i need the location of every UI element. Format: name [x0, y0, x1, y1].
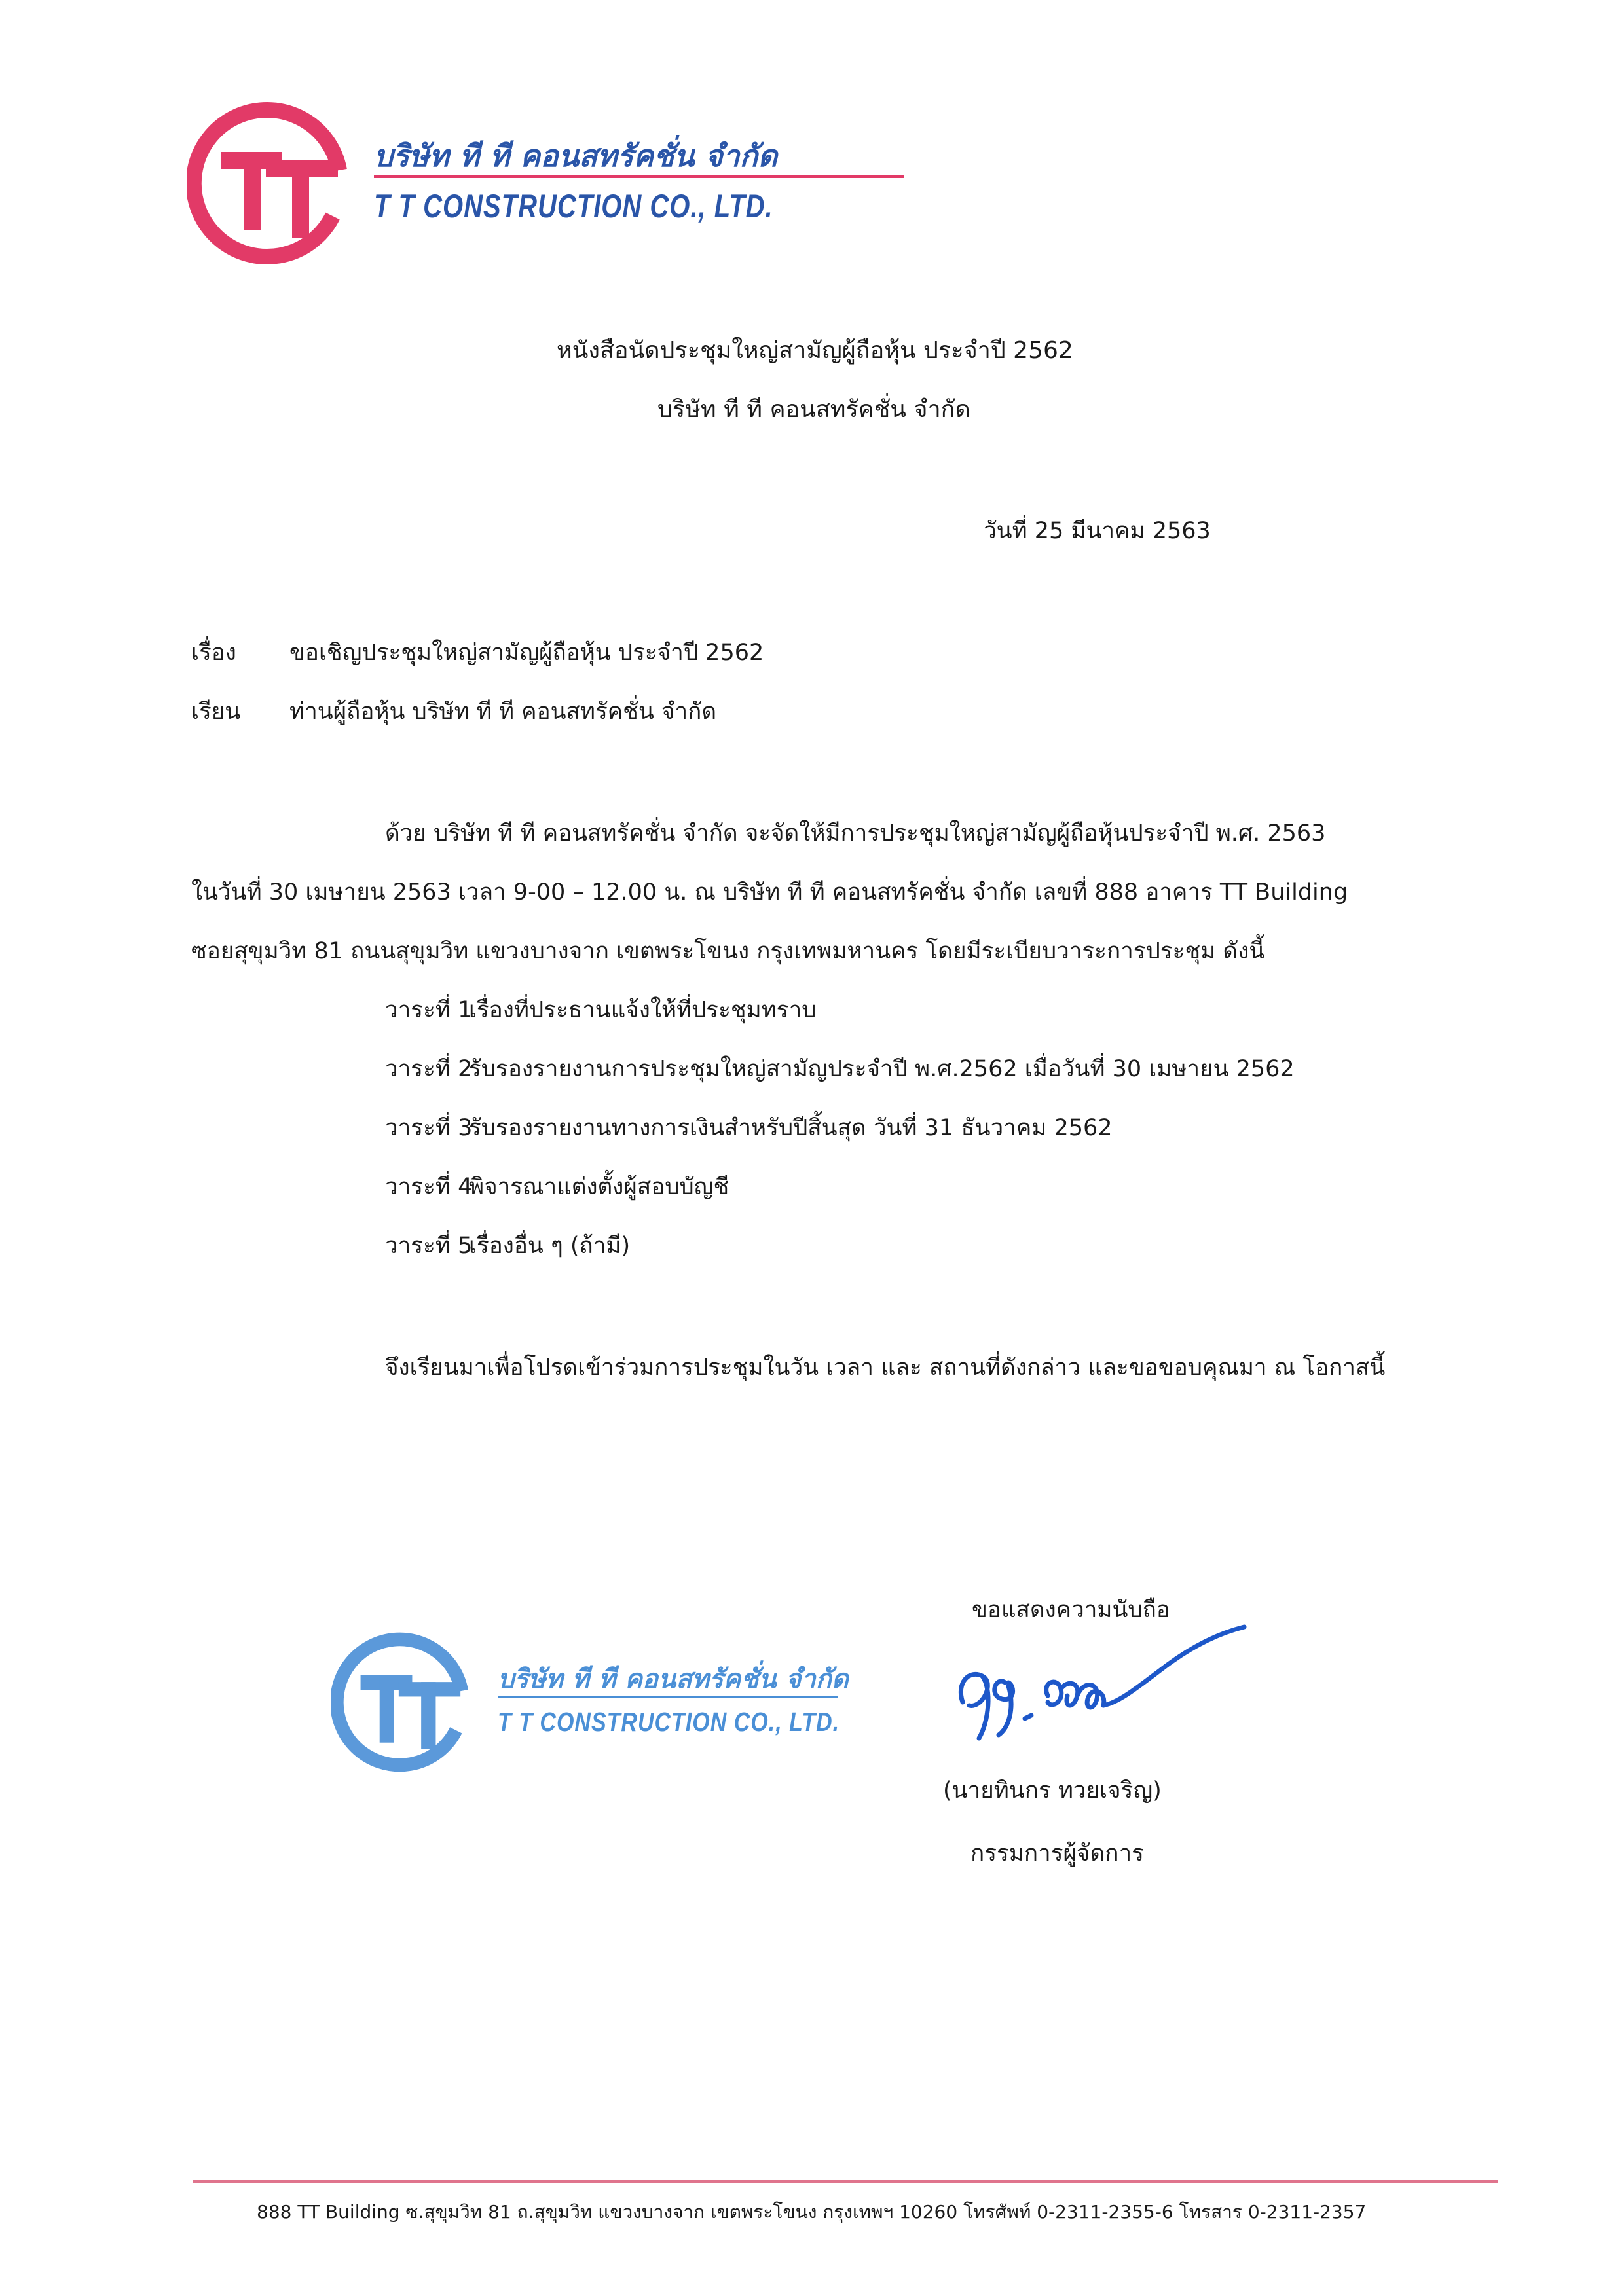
handwritten-signature: [943, 1624, 1283, 1755]
agenda-text: รับรองรายงานการประชุมใหญ่สามัญประจำปี พ.ศ.2562 เมื่อวันที่ 30 เมษายน 2562: [469, 1056, 1295, 1082]
recipient-text: ท่านผู้ถือหุ้น บริษัท ที ที คอนสทรัคชั่น จำกัด: [289, 699, 717, 725]
body-paragraph-line-1: ด้วย บริษัท ที ที คอนสทรัคชั่น จำกัด จะจัดให้มีการประชุมใหญ่สามัญผู้ถือหุ้นประจำปี พ.ศ. 2563: [385, 820, 1326, 847]
closing-sentence: จึงเรียนมาเพื่อโปรดเข้าร่วมการประชุมในวัน เวลา และ สถานที่ดังกล่าว และขอขอบคุณมา ณ โอกาสนี้: [385, 1355, 1386, 1381]
agenda-item: [385, 1055, 1295, 1083]
agenda-text: รับรองรายงานทางการเงินสำหรับปีสิ้นสุด วันที่ 31 ธันวาคม 2562: [469, 1115, 1113, 1141]
company-stamp: [331, 1624, 875, 1781]
tt-stamp-icon: [331, 1624, 489, 1781]
agenda-item: [385, 1114, 1113, 1142]
agenda-number: วาระที่ 3: [385, 1115, 473, 1141]
agenda-text: พิจารณาแต่งตั้งผู้สอบบัญชี: [469, 1174, 729, 1200]
logo-underline: [374, 175, 904, 178]
agenda-item: [385, 1232, 630, 1260]
agenda-text: เรื่องที่ประธานแจ้งให้ที่ประชุมทราบ: [469, 997, 817, 1023]
signatory-name: (นายทินกร ทวยเจริญ): [943, 1777, 1162, 1804]
footer-divider: [193, 2180, 1498, 2183]
body-paragraph-line-3: ซอยสุขุมวิท 81 ถนนสุขุมวิท แขวงบางจาก เขตพระโขนง กรุงเทพมหานคร โดยมีระเบียบวาระการประชุม ดังนี้: [191, 938, 1265, 964]
closing-regards: ขอแสดงความนับถือ: [972, 1597, 1170, 1623]
signatory-position: กรรมการผู้จัดการ: [970, 1840, 1144, 1867]
letter-date: วันที่ 25 มีนาคม 2563: [984, 518, 1211, 544]
company-logo: [187, 92, 778, 282]
company-name-thai: บริษัท ที ที คอนสทรัคชั่น จำกัด: [374, 138, 778, 173]
stamp-underline: [498, 1696, 838, 1698]
agenda-number: วาระที่ 4: [385, 1174, 473, 1200]
agenda-number: วาระที่ 2: [385, 1056, 473, 1082]
tt-logo-icon: [187, 92, 371, 275]
agenda-text: เรื่องอื่น ๆ (ถ้ามี): [469, 1233, 631, 1259]
stamp-company-name-english: T T CONSTRUCTION CO., LTD.: [498, 1707, 840, 1738]
subject-label: เรื่อง: [191, 640, 236, 666]
document-subtitle: บริษัท ที ที คอนสทรัคชั่น จำกัด: [657, 396, 970, 423]
agenda-number: วาระที่ 5: [385, 1233, 473, 1259]
agenda-item: [385, 1173, 729, 1201]
recipient-label: เรียน: [191, 699, 241, 725]
company-name-english: T T CONSTRUCTION CO., LTD.: [374, 189, 773, 225]
stamp-company-name-thai: บริษัท ที ที คอนสทรัคชั่น จำกัด: [498, 1664, 849, 1694]
body-paragraph-line-2: ในวันที่ 30 เมษายน 2563 เวลา 9-00 – 12.00 น. ณ บริษัท ที ที คอนสทรัคชั่น จำกัด เลขที่ 888 อาคาร TT Building: [191, 879, 1348, 905]
footer-address: 888 TT Building ซ.สุขุมวิท 81 ถ.สุขุมวิท แขวงบางจาก เขตพระโขนง กรุงเทพฯ 10260 โทรศัพท์ 0-2311-2355-6 โทรสาร 0-2311-2357: [257, 2201, 1367, 2223]
agenda-number: วาระที่ 1: [385, 997, 473, 1023]
agenda-item: [385, 996, 816, 1024]
document-title: หนังสือนัดประชุมใหญ่สามัญผู้ถือหุ้น ประจำปี 2562: [557, 337, 1073, 364]
subject-text: ขอเชิญประชุมใหญ่สามัญผู้ถือหุ้น ประจำปี 2562: [289, 640, 764, 666]
